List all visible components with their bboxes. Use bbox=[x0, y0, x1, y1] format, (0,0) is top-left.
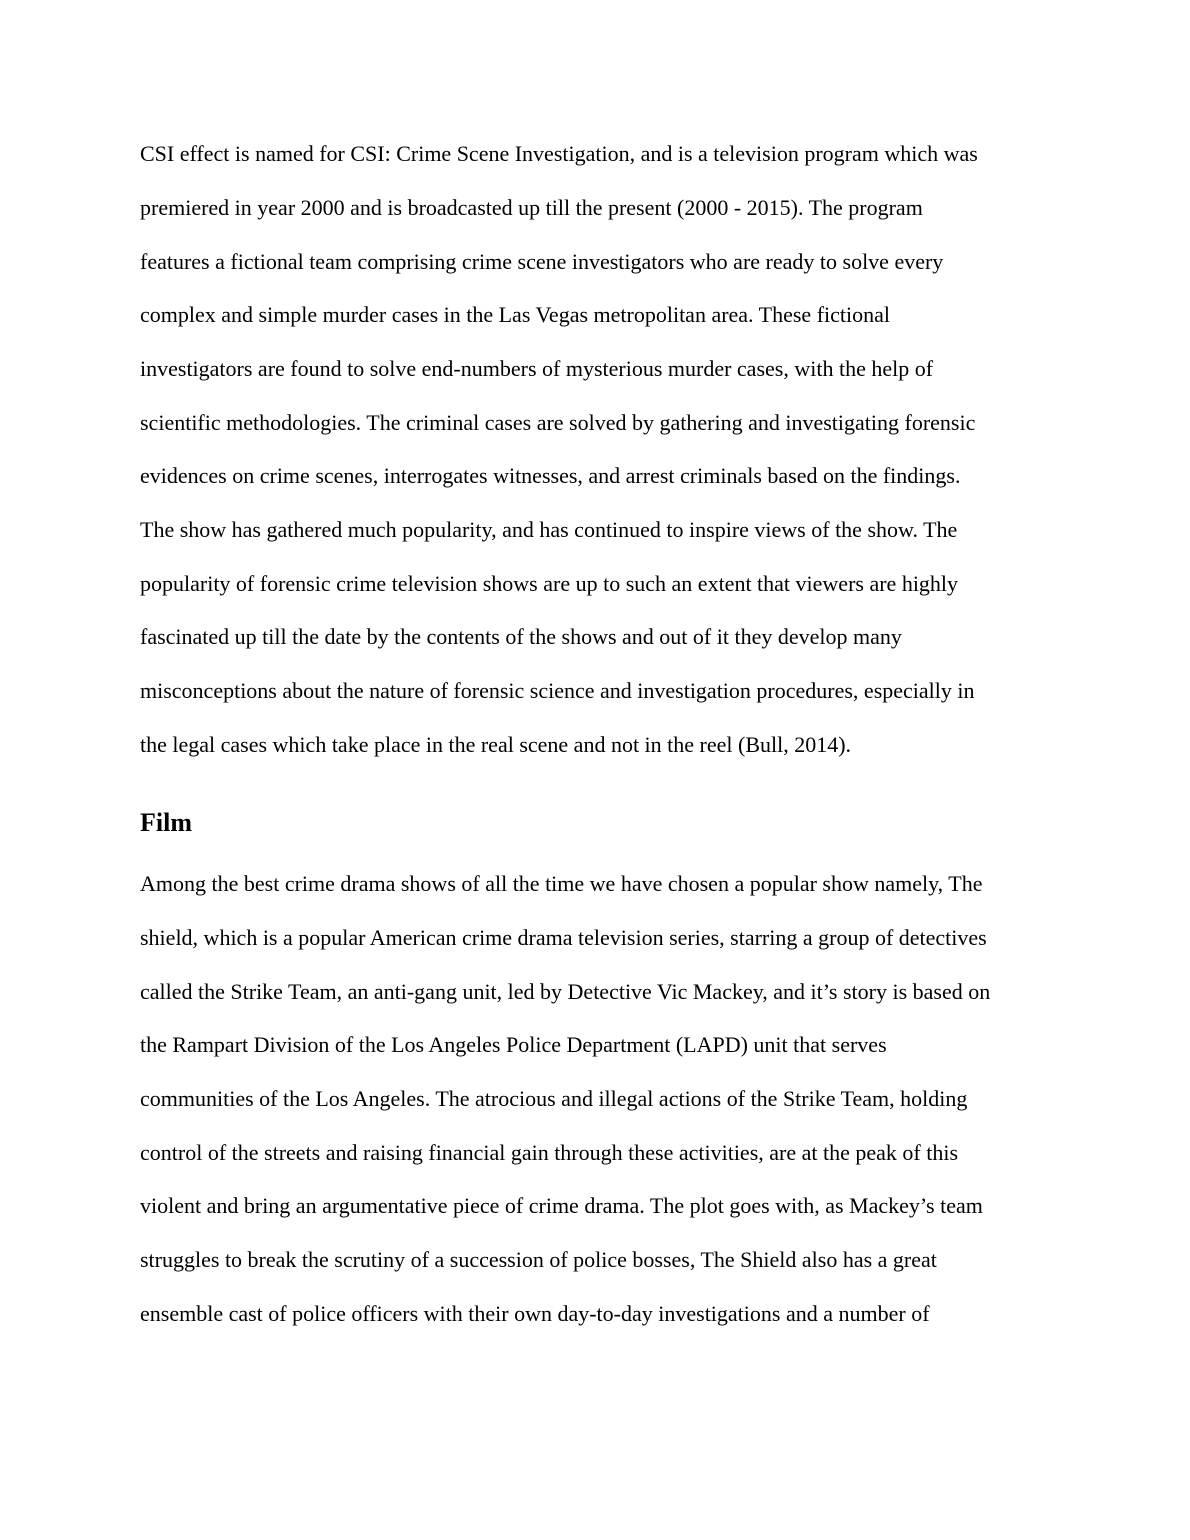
paragraph-2-line: struggles to break the scrutiny of a succession of police bosses, The Shield also has a great bbox=[140, 1247, 937, 1272]
paragraph-1-line: complex and simple murder cases in the Las Vegas metropolitan area. These fictional bbox=[140, 302, 890, 327]
paragraph-1-line: evidences on crime scenes, interrogates witnesses, and arrest criminals based on the findings. bbox=[140, 463, 961, 488]
paragraph-2-line: Among the best crime drama shows of all the time we have chosen a popular show namely, The bbox=[140, 871, 983, 896]
paragraph-2-line: violent and bring an argumentative piece of crime drama. The plot goes with, as Mackey’s team bbox=[140, 1193, 983, 1218]
paragraph-1-line: investigators are found to solve end-numbers of mysterious murder cases, with the help of bbox=[140, 356, 934, 381]
section-heading-film: Film bbox=[140, 808, 192, 837]
paragraph-1-line: the legal cases which take place in the real scene and not in the reel (Bull, 2014). bbox=[140, 732, 852, 757]
paragraph-2-line: control of the streets and raising financial gain through these activities, are at the peak of this bbox=[140, 1140, 959, 1165]
paragraph-2-line: shield, which is a popular American crime drama television series, starring a group of detectives bbox=[140, 925, 987, 950]
paragraph-1-line: CSI effect is named for CSI: Crime Scene Investigation, and is a television program which was bbox=[140, 141, 978, 166]
paragraph-1-line: misconceptions about the nature of forensic science and investigation procedures, especially in bbox=[140, 678, 975, 703]
paragraph-1-line: premiered in year 2000 and is broadcasted up till the present (2000 - 2015). The program bbox=[140, 195, 923, 220]
paragraph-1-line: The show has gathered much popularity, and has continued to inspire views of the show. The bbox=[140, 517, 958, 542]
paragraph-2-line: the Rampart Division of the Los Angeles Police Department (LAPD) unit that serves bbox=[140, 1032, 887, 1057]
paragraph-2-line: called the Strike Team, an anti-gang unit, led by Detective Vic Mackey, and it’s story is based on bbox=[140, 979, 991, 1004]
paragraph-1-line: fascinated up till the date by the contents of the shows and out of it they develop many bbox=[140, 624, 902, 649]
paragraph-1-line: popularity of forensic crime television shows are up to such an extent that viewers are highly bbox=[140, 571, 959, 596]
paragraph-1-line: scientific methodologies. The criminal cases are solved by gathering and investigating forensic bbox=[140, 410, 976, 435]
paragraph-2-line: communities of the Los Angeles. The atrocious and illegal actions of the Strike Team, holding bbox=[140, 1086, 968, 1111]
paragraph-1-line: features a fictional team comprising crime scene investigators who are ready to solve every bbox=[140, 249, 944, 274]
paragraph-2-line: ensemble cast of police officers with their own day-to-day investigations and a number of bbox=[140, 1301, 930, 1326]
